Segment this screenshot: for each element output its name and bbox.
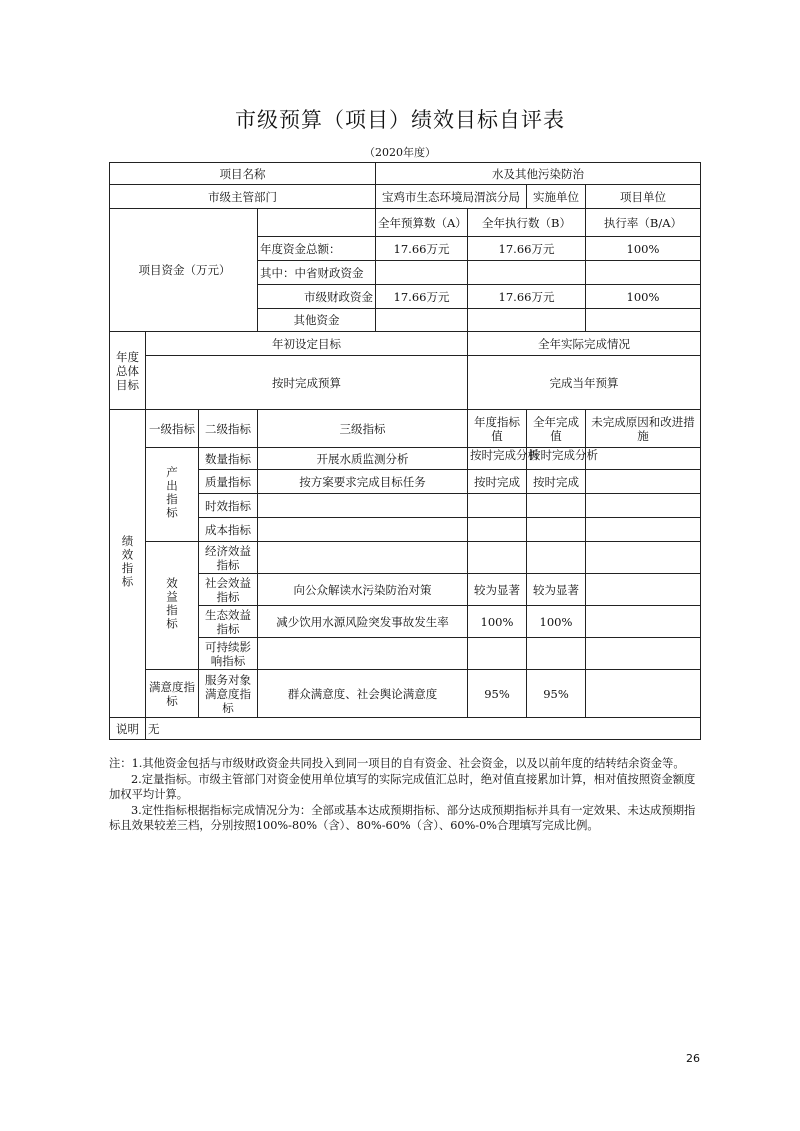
actual-cell: 95% (527, 670, 586, 718)
actual-cell (527, 638, 586, 670)
project-name-value: 水及其他污染防治 (376, 163, 701, 185)
level2-cell: 成本指标 (199, 518, 258, 542)
actual-cell: 较为显著 (527, 574, 586, 606)
reason-cell (586, 448, 701, 470)
funds-row-rate (586, 309, 701, 332)
indicators-label: 绩效指标 (110, 410, 146, 718)
reason-cell (586, 518, 701, 542)
col-rate-header: 执行率（B/A） (586, 209, 701, 237)
project-name-label: 项目名称 (110, 163, 376, 185)
annual-goal-label: 年度总体目标 (110, 332, 146, 410)
remark-value: 无 (146, 718, 701, 740)
benefit-indicator-label: 效益指标 (146, 542, 199, 670)
funds-row-exec (468, 309, 586, 332)
funds-row-budget (376, 261, 468, 285)
impl-value: 项目单位 (586, 185, 701, 209)
note-item: 2.定量指标。市级主管部门对资金使用单位填写的实际完成值汇总时，绝对值直接累加计算，相对值按照资金额度加权平均计算。 (109, 772, 696, 801)
col-budget-header: 全年预算数（A） (376, 209, 468, 237)
funds-blank-header (258, 209, 376, 237)
level2-cell: 质量指标 (199, 470, 258, 494)
notes-section (109, 756, 700, 834)
form-title: 市级预算（项目）绩效目标自评表 (235, 108, 565, 132)
set-goal-header: 年初设定目标 (146, 332, 468, 356)
form-year: （2020年度） (364, 146, 436, 159)
level2-cell: 时效指标 (199, 494, 258, 518)
evaluation-table (109, 162, 701, 740)
level3-cell: 群众满意度、社会舆论满意度 (258, 670, 468, 718)
actual-header: 全年完成值 (527, 410, 586, 448)
funds-row-budget: 17.66万元 (376, 237, 468, 261)
col-exec-header: 全年执行数（B） (468, 209, 586, 237)
level2-header: 二级指标 (199, 410, 258, 448)
level2-cell: 生态效益指标 (199, 606, 258, 638)
actual-cell: 按时完成 (527, 470, 586, 494)
actual-cell (527, 518, 586, 542)
level2-cell: 社会效益指标 (199, 574, 258, 606)
actual-cell: 100% (527, 606, 586, 638)
target-cell: 较为显著 (468, 574, 527, 606)
set-goal-value: 按时完成预算 (146, 356, 468, 410)
funds-row-label: 年度资金总额： (258, 237, 376, 261)
reason-cell (586, 606, 701, 638)
target-cell: 95% (468, 670, 527, 718)
funds-row-rate: 100% (586, 285, 701, 309)
funds-row-budget (376, 309, 468, 332)
level3-cell (258, 518, 468, 542)
level2-cell: 可持续影响指标 (199, 638, 258, 670)
funds-row-exec: 17.66万元 (468, 285, 586, 309)
actual-goal-value: 完成当年预算 (468, 356, 701, 410)
reason-cell (586, 494, 701, 518)
reason-cell (586, 470, 701, 494)
target-cell (468, 494, 527, 518)
output-indicator-label: 产出指标 (146, 448, 199, 542)
funds-row-rate (586, 261, 701, 285)
reason-cell (586, 638, 701, 670)
level3-cell (258, 542, 468, 574)
level2-cell: 服务对象满意度指标 (199, 670, 258, 718)
actual-goal-header: 全年实际完成情况 (468, 332, 701, 356)
funds-label: 项目资金（万元） (110, 209, 258, 332)
level2-cell: 数量指标 (199, 448, 258, 470)
dept-value: 宝鸡市生态环境局渭滨分局 (376, 185, 527, 209)
actual-cell: 按时完成分析 (527, 448, 586, 470)
remark-label: 说明 (110, 718, 146, 740)
satisfaction-indicator-label: 满意度指标 (146, 670, 199, 718)
note-item: 注：1.其他资金包括与市级财政资金共同投入到同一项目的自有资金、社会资金，以及以前年度的结转结余资金等。 (109, 757, 685, 770)
level3-cell (258, 638, 468, 670)
target-cell: 100% (468, 606, 527, 638)
funds-row-exec: 17.66万元 (468, 237, 586, 261)
funds-row-rate: 100% (586, 237, 701, 261)
target-cell (468, 518, 527, 542)
funds-row-label: 其中：中省财政资金 (258, 261, 376, 285)
page-number: 26 (686, 1052, 700, 1065)
funds-row-exec (468, 261, 586, 285)
level1-header: 一级指标 (146, 410, 199, 448)
funds-row-budget: 17.66万元 (376, 285, 468, 309)
target-cell (468, 542, 527, 574)
reason-cell (586, 542, 701, 574)
level3-cell (258, 494, 468, 518)
level3-header: 三级指标 (258, 410, 468, 448)
note-item: 3.定性指标根据指标完成情况分为：全部或基本达成预期指标、部分达成预期指标并具有一定效果、未达成预期指标且效果较差三档，分别按照100%-80%（含）、80%-60%（含）、60%-0%合理填写完成比例。 (109, 803, 696, 832)
target-header: 年度指标值 (468, 410, 527, 448)
level3-cell: 减少饮用水源风险突发事故发生率 (258, 606, 468, 638)
reason-cell (586, 670, 701, 718)
actual-cell (527, 494, 586, 518)
level3-cell: 按方案要求完成目标任务 (258, 470, 468, 494)
actual-cell (527, 542, 586, 574)
target-cell: 按时完成分析 (468, 448, 527, 470)
reason-header: 未完成原因和改进措施 (586, 410, 701, 448)
dept-label: 市级主管部门 (110, 185, 376, 209)
level3-cell: 向公众解读水污染防治对策 (258, 574, 468, 606)
target-cell (468, 638, 527, 670)
target-cell: 按时完成 (468, 470, 527, 494)
funds-row-label: 市级财政资金 (258, 285, 376, 309)
funds-row-label: 其他资金 (258, 309, 376, 332)
reason-cell (586, 574, 701, 606)
level2-cell: 经济效益指标 (199, 542, 258, 574)
impl-label: 实施单位 (527, 185, 586, 209)
level3-cell: 开展水质监测分析 (258, 448, 468, 470)
